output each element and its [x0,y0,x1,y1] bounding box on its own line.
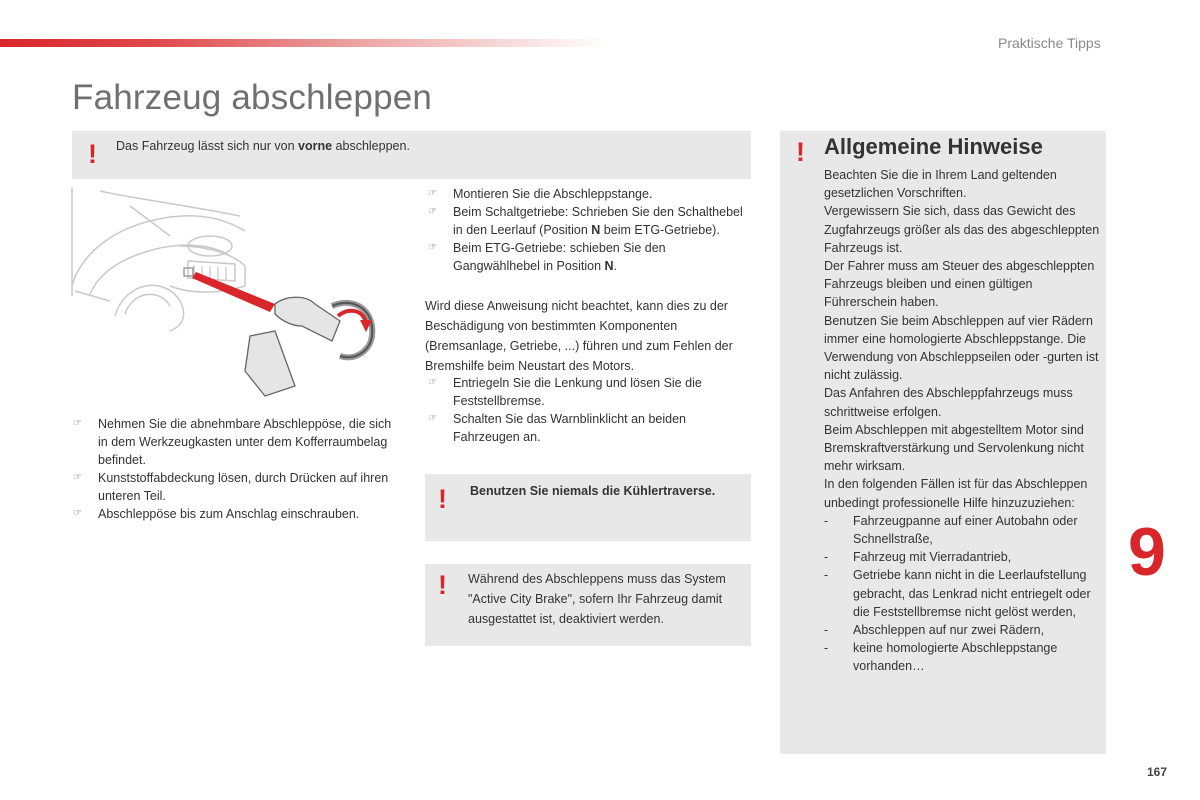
list-item-text: Getriebe kann nicht in die Leerlaufstellung gebracht, das Lenkrad nicht entriegelt oder die Feststellbremse nicht gelöst werden, [853,568,1091,619]
page-number: 167 [1147,765,1168,779]
list-item-text: Montieren Sie die Abschleppstange. [453,187,653,201]
general-notes-heading: Allgemeine Hinweise [824,134,1043,159]
finger-pointer-icon: ☞ [428,206,437,217]
finger-pointer-icon: ☞ [428,188,437,199]
towing-eye-illustration [70,186,400,406]
general-paragraph: Der Fahrer muss am Steuer des abgeschleppten Fahrzeugs bleiben und einen gültigen Führerschein haben. [824,259,1095,310]
list-item [70,469,400,505]
list-item [824,639,1102,675]
warning-radiator-text: Benutzen Sie niemals die Kühlertraverse. [470,484,716,498]
finger-pointer-icon: ☞ [73,508,82,519]
list-item-text: Abschleppöse bis zum Anschlag einschrauben. [98,507,360,521]
warning-front-bold: vorne [298,139,333,153]
list-item-text: Schalten Sie das Warnblinklicht an beiden Fahrzeugen an. [453,412,687,444]
list-item-text-after: . [613,259,618,273]
warning-front-text-after: abschleppen. [332,139,410,153]
warning-front-only [72,131,751,179]
list-item [425,410,755,446]
caution-paragraph: Wird diese Anweisung nicht beachtet, kann dies zu der Beschädigung von bestimmten Komponenten (Bremsanlage, Getriebe, ...) führen und zum Fehlen der Bremshilfe beim Neustart des Motors. [425,299,733,373]
dash-bullet: - [824,641,829,656]
list-item [824,566,1102,621]
general-paragraph: Beim Abschleppen mit abgestelltem Motor sind Bremskraftverstärkung und Servolenkung nicht mehr wirksam. [824,422,1084,474]
general-cases-list [824,512,1102,676]
left-steps-list [70,415,400,523]
general-notes-body [824,166,1102,676]
list-item [70,505,400,523]
list-item-text: Beim ETG-Getriebe: schieben Sie den Gangwählhebel in Position [453,241,666,273]
list-item [425,374,755,410]
warning-front-text [116,136,410,156]
list-item [425,185,755,203]
list-item [824,512,1102,548]
list-item [425,239,755,275]
warning-front-text-before: Das Fahrzeug lässt sich nur von [116,139,299,153]
general-paragraph: Beachten Sie die in Ihrem Land geltenden gesetzlichen Vorschriften. [824,168,1057,201]
general-paragraph: Vergewissern Sie sich, dass das Gewicht des Zugfahrzeugs größer als das des abgeschleppten Fahrzeugs ist. [824,204,1100,255]
list-item-text: Fahrzeug mit Vierradantrieb, [853,550,1012,565]
finger-pointer-icon: ☞ [428,413,437,424]
list-item-text: Fahrzeugpanne auf einer Autobahn oder Schnellstraße, [853,513,1078,547]
list-item [425,203,755,239]
general-paragraph: In den folgenden Fällen ist für das Abschleppen unbedingt professionelle Hilfe hinzuzuziehen: [824,477,1088,510]
list-item-text: Kunststoffabdeckung lösen, durch Drücken auf ihren unteren Teil. [98,471,389,503]
finger-pointer-icon: ☞ [428,242,437,253]
section-label: Praktische Tipps [998,35,1101,51]
middle-steps-list-2 [425,374,755,446]
list-item [824,548,1102,566]
list-item [824,621,1102,639]
list-item-bold: N [591,223,601,237]
general-paragraph: Benutzen Sie beim Abschleppen auf vier Rädern immer eine homologierte Abschleppstange. Die Verwendung von Abschleppseilen oder -gurten ist nicht zulässig. [824,313,1099,383]
dash-bullet: - [824,550,829,565]
middle-steps-list [425,185,755,275]
exclamation-icon: ! [796,137,805,167]
list-item-text-after: beim ETG-Getriebe). [600,223,720,237]
dash-bullet: - [824,623,829,638]
exclamation-icon: ! [438,484,447,514]
list-item-text: keine homologierte Abschleppstange vorhanden… [853,641,1058,674]
header-accent-bar [0,39,610,47]
warning-radiator [425,474,751,541]
finger-pointer-icon: ☞ [73,472,82,483]
general-paragraph: Das Anfahren des Abschleppfahrzeugs muss schrittweise erfolgen. [824,386,1073,419]
dash-bullet: - [824,568,829,583]
list-item-text: Nehmen Sie die abnehmbare Abschleppöse, die sich in dem Werkzeugkasten unter dem Kofferraumbelag befindet. [98,417,392,467]
general-notes-panel [780,131,1106,754]
warning-active-city-brake [425,564,751,646]
finger-pointer-icon: ☞ [428,377,437,388]
exclamation-icon: ! [438,570,447,600]
warning-acb-text: Während des Abschleppens muss das System "Active City Brake", sofern Ihr Fahrzeug damit ausgestattet ist, deaktiviert werden. [468,572,726,626]
list-item [70,415,400,469]
page-title: Fahrzeug abschleppen [72,78,433,117]
chapter-number: 9 [1128,514,1166,590]
finger-pointer-icon: ☞ [73,418,82,429]
dash-bullet: - [824,513,829,528]
list-item-text: Abschleppen auf nur zwei Rädern, [853,623,1045,638]
list-item-bold: N [604,259,614,273]
list-item-text: Entriegeln Sie die Lenkung und lösen Sie die Feststellbremse. [453,376,702,408]
exclamation-icon: ! [88,139,97,169]
list-item-text: Beim Schaltgetriebe: Schrieben Sie den Schalthebel in den Leerlauf (Position [453,205,743,237]
